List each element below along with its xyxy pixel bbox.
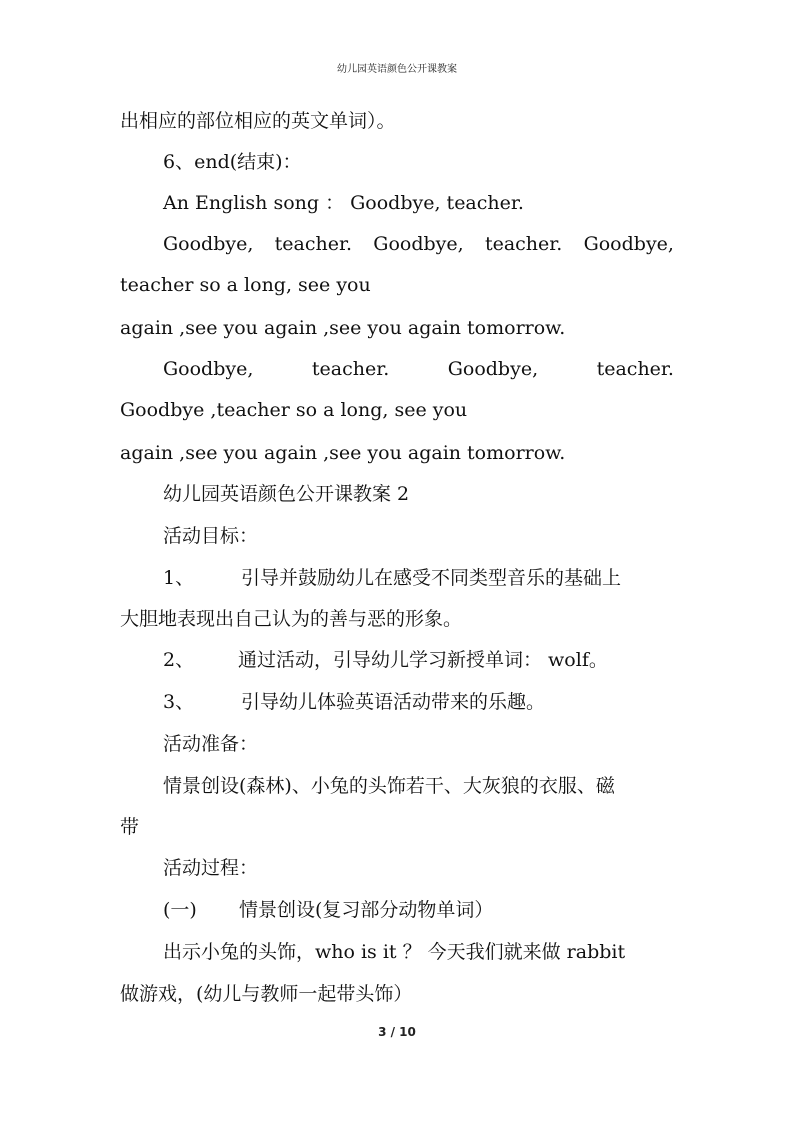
text-line: 情景创设(森林)、小兔的头饰若干、大灰狼的衣服、磁	[163, 775, 615, 797]
word: teacher.	[274, 233, 353, 255]
goals-label: 活动目标：	[163, 525, 259, 547]
step-number: (一)	[163, 899, 197, 921]
word: teacher.	[484, 233, 563, 255]
goal-text: 引导并鼓励幼儿在感受不同类型音乐的基础上	[241, 567, 622, 589]
text-line: teacher so a long, see you	[120, 274, 371, 296]
goal-text: 通过活动，引导幼儿学习新授单词： wolf。	[238, 649, 608, 671]
text-line: 出示小兔的头饰，who is it ？ 今天我们就来做 rabbit	[163, 941, 626, 963]
word: teacher.	[311, 358, 390, 380]
word: Goodbye,	[163, 358, 254, 380]
word: Goodbye,	[163, 233, 254, 255]
page-header: 幼儿园英语颜色公开课教案	[337, 64, 457, 75]
text-line: Goodbye ,teacher so a long, see you	[120, 399, 468, 421]
text-line: 带	[120, 816, 140, 838]
word: Goodbye,	[373, 233, 464, 255]
section-title: 幼儿园英语颜色公开课教案 2	[163, 483, 410, 505]
text-line: 6、end(结束)：	[163, 151, 302, 173]
text-line: again ,see you again ,see you again tomorrow.	[120, 442, 566, 464]
goal-number: 3、	[163, 691, 195, 713]
goal-text: 引导幼儿体验英语活动带来的乐趣。	[241, 691, 546, 713]
word: Goodbye,	[447, 358, 539, 380]
justified-line	[163, 232, 674, 256]
page-number: 3 / 10	[378, 1025, 416, 1039]
goal-item	[163, 690, 674, 714]
word: Goodbye,	[583, 233, 674, 255]
step-text: 情景创设(复习部分动物单词）	[239, 899, 494, 921]
text-line: again ,see you again ,see you again tomorrow.	[120, 317, 566, 339]
word: teacher.	[596, 358, 674, 380]
text-line: 做游戏，(幼儿与教师一起带头饰）	[120, 983, 413, 1005]
goal-item	[163, 648, 674, 672]
step-item	[163, 898, 674, 922]
process-label: 活动过程：	[163, 857, 259, 879]
goal-number: 2、	[163, 649, 195, 671]
text-line: 出相应的部位相应的英文单词）。	[120, 110, 396, 132]
text-line: An English song ： Goodbye, teacher.	[163, 192, 524, 214]
text-line: 大胆地表现出自己认为的善与恶的形象。	[120, 608, 463, 630]
justified-line	[163, 357, 674, 381]
goal-item	[163, 566, 674, 590]
prep-label: 活动准备：	[163, 733, 259, 755]
goal-number: 1、	[163, 567, 195, 589]
